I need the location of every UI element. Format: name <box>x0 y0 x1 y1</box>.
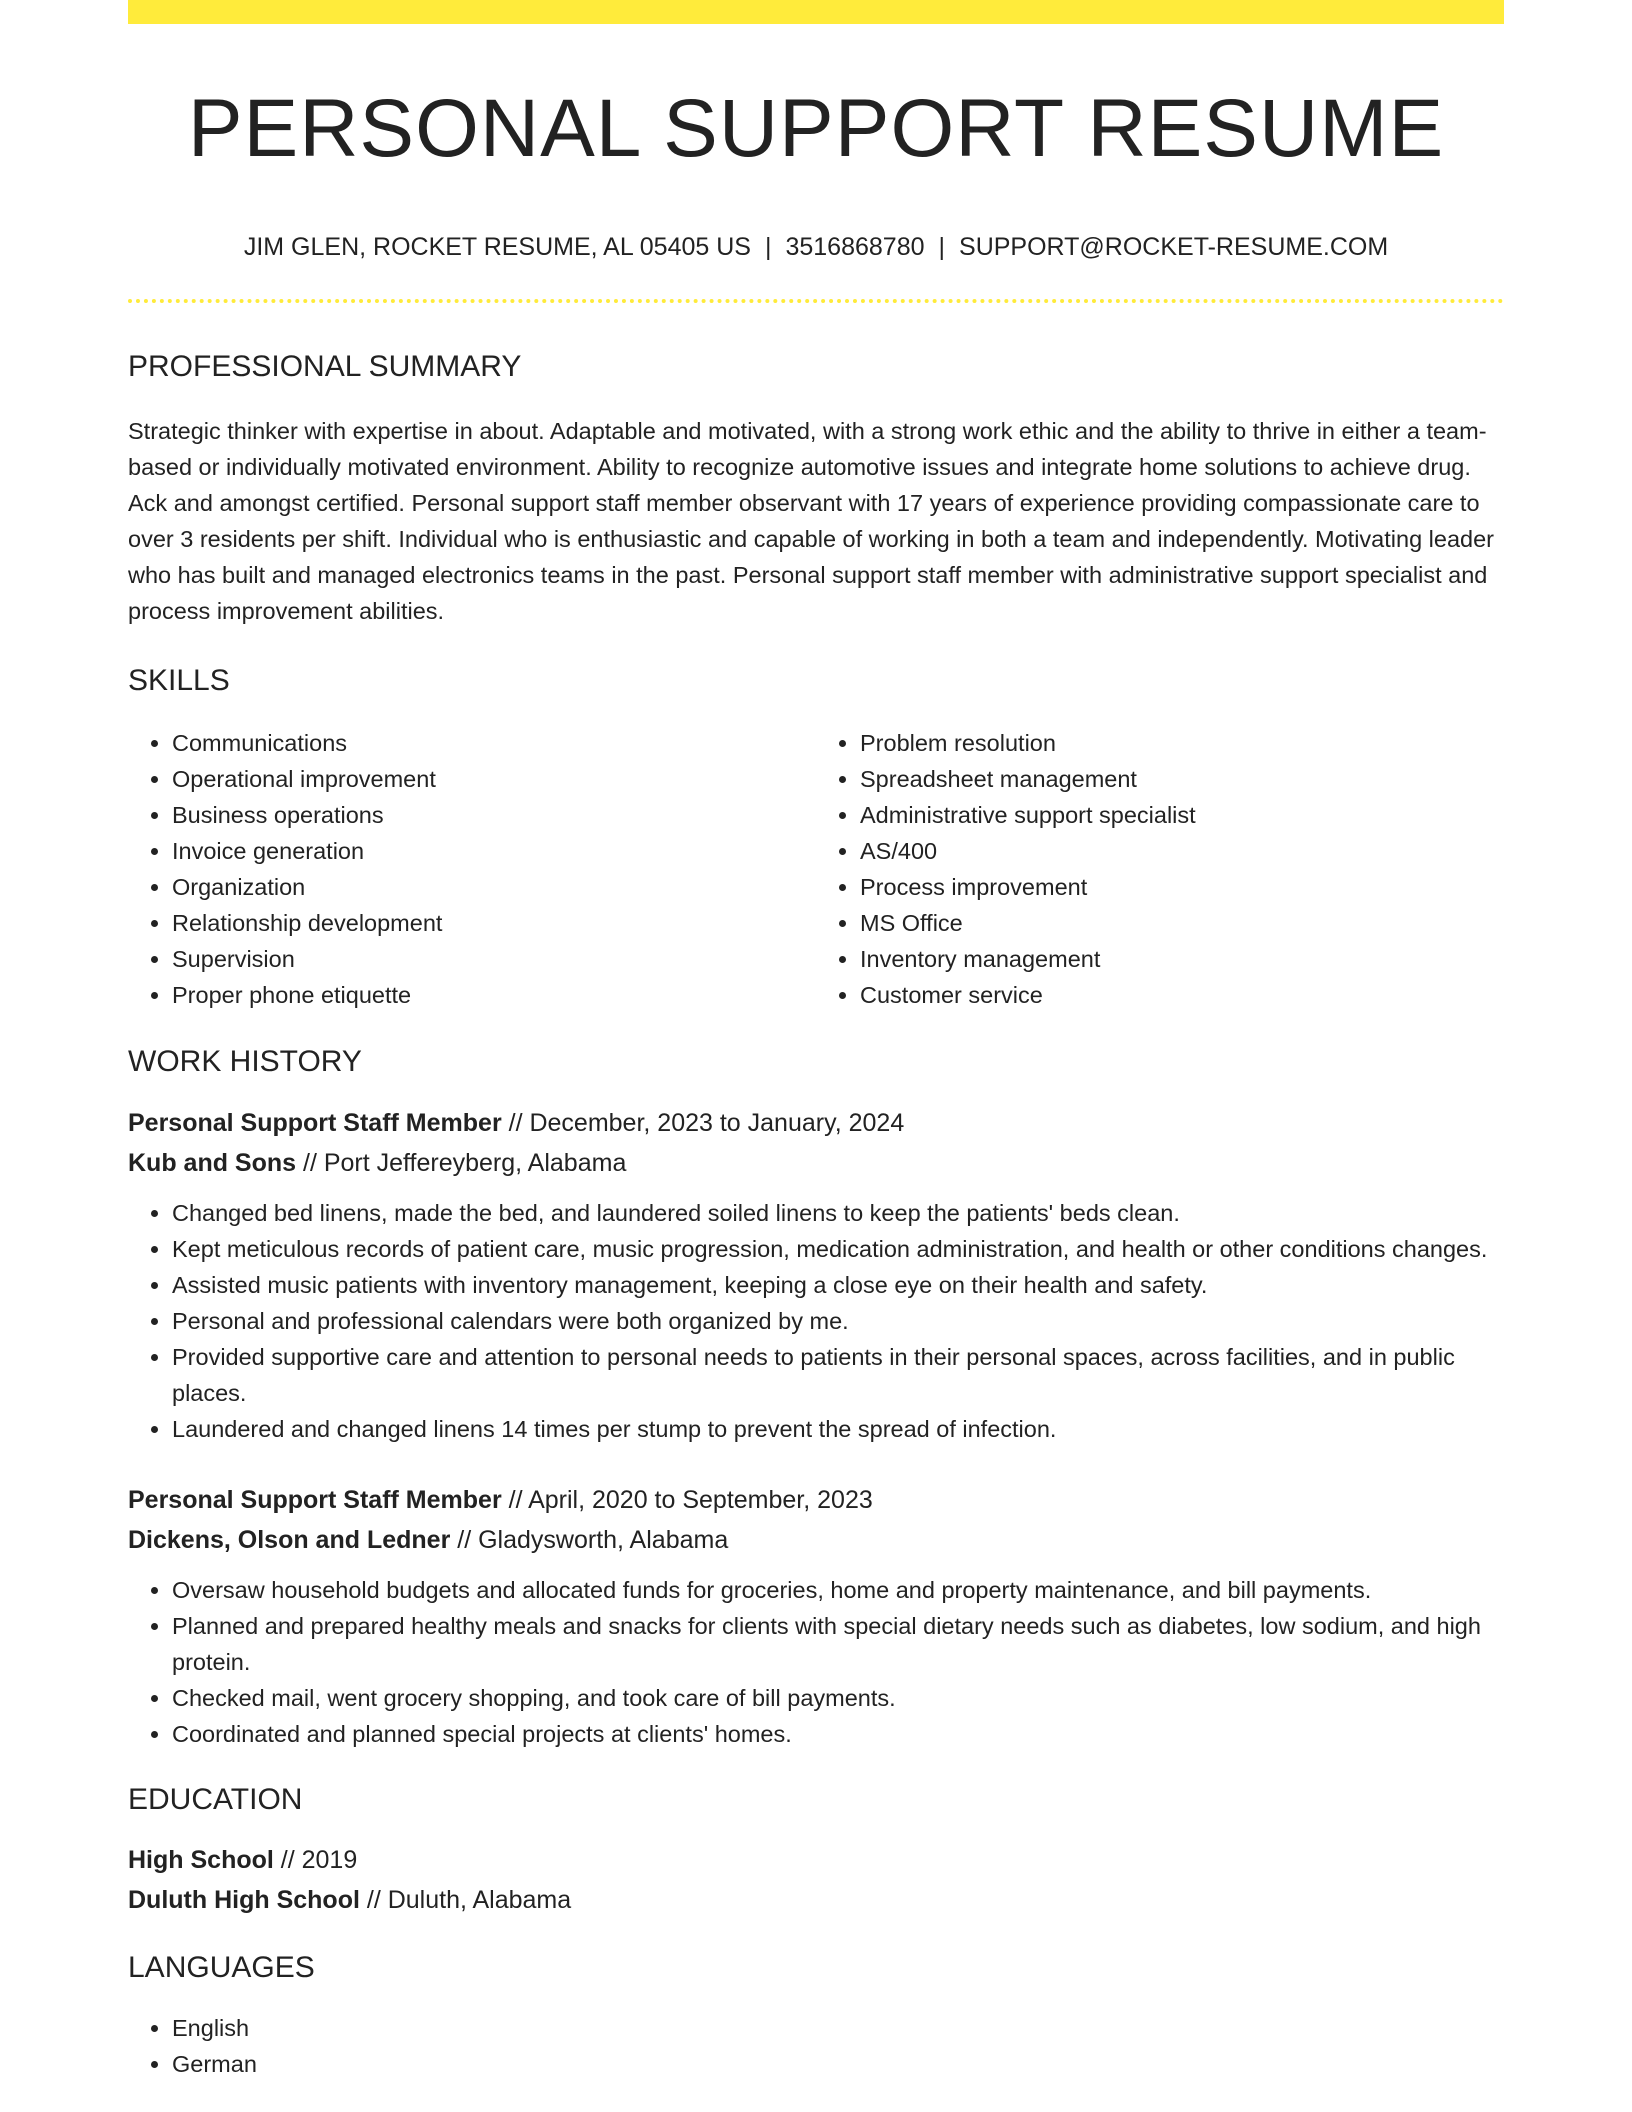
job-company-line <box>128 1520 1504 1560</box>
header-divider <box>128 299 1504 303</box>
skill-item: • Relationship development <box>172 905 816 941</box>
job-company: Dickens, Olson and Ledner <box>128 1526 451 1555</box>
skill-item: • Problem resolution <box>860 725 1504 761</box>
education-location: // Duluth, Alabama <box>366 1886 572 1915</box>
contact-phone: 3516868780 <box>785 233 925 262</box>
languages-list <box>128 2010 1504 2082</box>
resume-title: PERSONAL SUPPORT RESUME <box>187 83 1445 174</box>
language-item: • English <box>172 2010 1504 2046</box>
contact-email: SUPPORT@ROCKET-RESUME.COM <box>959 233 1389 262</box>
summary-heading: PROFESSIONAL SUMMARY <box>128 350 522 384</box>
skill-item: • Administrative support specialist <box>860 797 1504 833</box>
job-bullet: • Oversaw household budgets and allocated funds for groceries, home and property maintenance, and bill payments. <box>172 1572 1504 1608</box>
job-location: // Gladysworth, Alabama <box>457 1526 729 1555</box>
job-dates: // December, 2023 to January, 2024 <box>508 1109 905 1138</box>
education-school-line <box>128 1880 1504 1920</box>
skill-item: • Communications <box>172 725 816 761</box>
skills-list-left <box>128 725 816 1013</box>
contact-line <box>128 232 1504 262</box>
contact-separator: | <box>938 233 946 262</box>
job-title: Personal Support Staff Member <box>128 1109 502 1138</box>
skill-item: • Process improvement <box>860 869 1504 905</box>
job-bullet: • Assisted music patients with inventory management, keeping a close eye on their health and safety. <box>172 1267 1504 1303</box>
accent-bar <box>128 0 1504 24</box>
job-bullets <box>128 1195 1504 1447</box>
job-title-line <box>128 1103 1504 1143</box>
skill-item: • Invoice generation <box>172 833 816 869</box>
job-title: Personal Support Staff Member <box>128 1486 502 1515</box>
skill-item: • Customer service <box>860 977 1504 1013</box>
language-item: • German <box>172 2046 1504 2082</box>
skill-item: • MS Office <box>860 905 1504 941</box>
job-location: // Port Jeffereyberg, Alabama <box>303 1149 627 1178</box>
skill-item: • AS/400 <box>860 833 1504 869</box>
education-degree: High School <box>128 1846 274 1875</box>
job-bullet: • Personal and professional calendars were both organized by me. <box>172 1303 1504 1339</box>
job-bullet: • Kept meticulous records of patient care, music progression, medication administration, and health or other conditions changes. <box>172 1231 1504 1267</box>
job-company-line <box>128 1143 1504 1183</box>
skills-list-right <box>816 725 1504 1013</box>
work-history-heading: WORK HISTORY <box>128 1045 362 1079</box>
skill-item: • Inventory management <box>860 941 1504 977</box>
education-year: // 2019 <box>280 1846 358 1875</box>
education-degree-line <box>128 1840 1504 1880</box>
job-bullets <box>128 1572 1504 1752</box>
job-bullet: • Changed bed linens, made the bed, and laundered soiled linens to keep the patients' beds clean. <box>172 1195 1504 1231</box>
skill-item: • Organization <box>172 869 816 905</box>
job-title-line <box>128 1480 1504 1520</box>
skills-heading: SKILLS <box>128 664 230 698</box>
resume-page <box>128 0 1504 2082</box>
job-bullet: • Checked mail, went grocery shopping, and took care of bill payments. <box>172 1680 1504 1716</box>
skill-item: • Supervision <box>172 941 816 977</box>
contact-separator: | <box>764 233 772 262</box>
skills-columns <box>128 725 1504 1013</box>
job-dates: // April, 2020 to September, 2023 <box>508 1486 873 1515</box>
skill-item: • Business operations <box>172 797 816 833</box>
education-school: Duluth High School <box>128 1886 360 1915</box>
summary-text: Strategic thinker with expertise in about. Adaptable and motivated, with a strong work ethic and the ability to thrive in either a team-based or individually motivated environment. Ability to recognize automotive issues and integrate home solutions to achieve drug. Ack and amongst certified. Personal support staff member observant with 17 years of experience providing compassionate care to over 3 residents per shift. Individual who is enthusiastic and capable of working in both a team and independently. Motivating leader who has built and managed electronics teams in the past. Personal support staff member with administrative support specialist and process improvement abilities. <box>128 418 1494 625</box>
job-bullet: • Provided supportive care and attention to personal needs to patients in their personal spaces, across facilities, and in public places. <box>172 1339 1504 1411</box>
job-company: Kub and Sons <box>128 1149 297 1178</box>
languages-heading: LANGUAGES <box>128 1951 315 1985</box>
job-bullet: • Coordinated and planned special projects at clients' homes. <box>172 1716 1504 1752</box>
job-bullet: • Planned and prepared healthy meals and snacks for clients with special dietary needs such as diabetes, low sodium, and high protein. <box>172 1608 1504 1680</box>
skill-item: • Operational improvement <box>172 761 816 797</box>
education-heading: EDUCATION <box>128 1783 303 1817</box>
skill-item: • Spreadsheet management <box>860 761 1504 797</box>
job-bullet: • Laundered and changed linens 14 times per stump to prevent the spread of infection. <box>172 1411 1504 1447</box>
contact-address: JIM GLEN, ROCKET RESUME, AL 05405 US <box>243 233 751 262</box>
skill-item: • Proper phone etiquette <box>172 977 816 1013</box>
